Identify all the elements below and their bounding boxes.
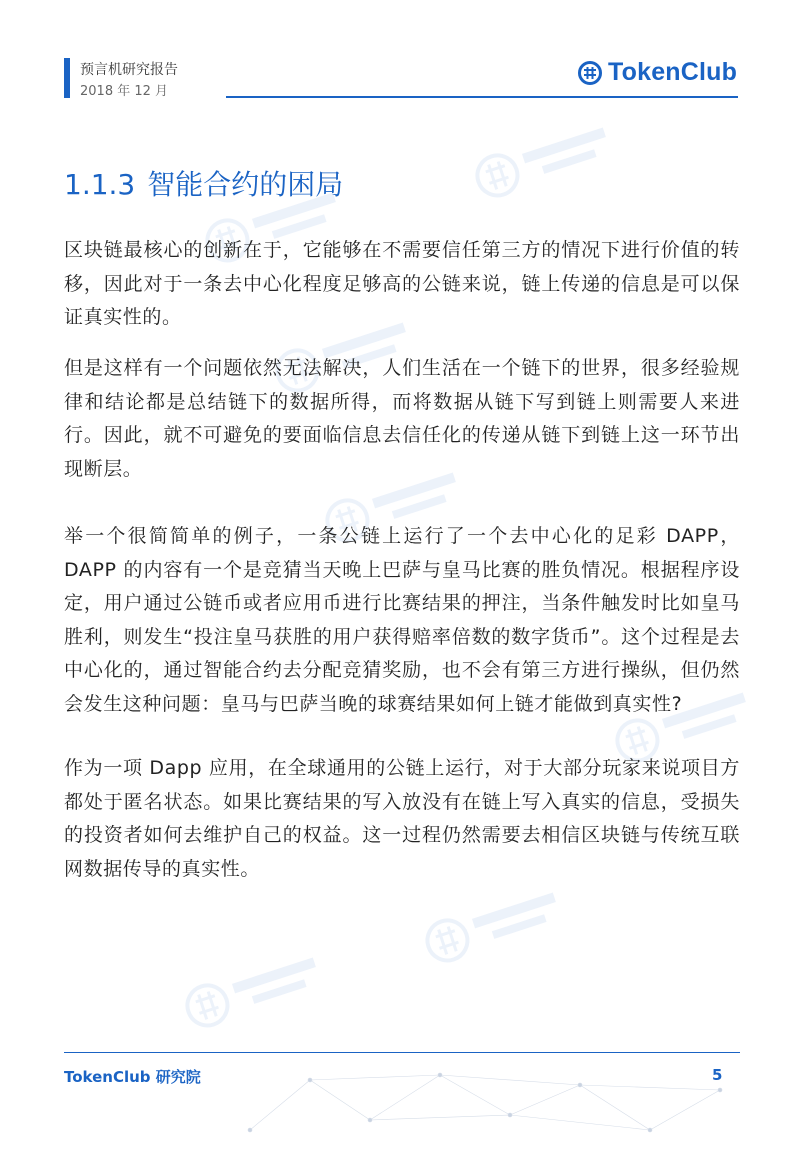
paragraph: 举一个很简简单的例子，一条公链上运行了一个去中心化的足彩 DAPP，DAPP 的内容有一个是竞猜当天晚上巴萨与皇马比赛的胜负情况。根据程序设定，用户通过公链币或者应用币进行比赛结果的押注，当条件触发时比如皇马胜利，则发生“投注皇马获胜的用户获得赔率倍数的数字货币”。这个过程是去中心化的，通过智能合约去分配竞猜奖励，也不会有第三方进行操纵，但仍然会发生这种问题：皇马与巴萨当晚的球赛结果如何上链才能做到真实性? [64,525,740,715]
section-title: 智能合约的困局 [147,168,344,201]
header-divider [226,96,738,98]
page-number: 5 [712,1066,723,1084]
watermark-logo-icon [463,104,627,217]
tokenclub-logo [578,58,737,87]
section-number: 1.1.3 [64,168,136,201]
report-title: 预言机研究报告 [80,62,178,78]
paragraph: 作为一项 Dapp 应用，在全球通用的公链上运行，对于大部分玩家来说项目方都处于匿名状态。如果比赛结果的写入放没有在链上写入真实的信息，受损失的投资者如何去维护自己的权益。这一过程仍然需要去相信区块链与传统互联网数据传导的真实性。 [64,757,740,880]
watermark-logo-icon [173,934,337,1047]
footer-brand: TokenClub 研究院 [64,1068,201,1086]
footer-divider [64,1052,740,1053]
header-accent-bar [64,58,70,98]
network-pattern-decoration [240,1060,740,1155]
section-heading [64,163,343,203]
logo-text: TokenClub [608,58,738,86]
tokenclub-logo-icon [578,61,602,85]
paragraph: 区块链最核心的创新在于，它能够在不需要信任第三方的情况下进行价值的转移，因此对于一条去中心化程度足够高的公链来说，链上传递的信息是可以保证真实性的。 [64,239,740,328]
paragraph: 但是这样有一个问题依然无法解决，人们生活在一个链下的世界，很多经验规律和结论都是总结链下的数据所得，而将数据从链下写到链上则需要人来进行。因此，就不可避免的要面临信息去信任化的传递从链下到链上这一环节出现断层。 [64,357,740,480]
report-date: 2018 年 12 月 [80,84,169,99]
